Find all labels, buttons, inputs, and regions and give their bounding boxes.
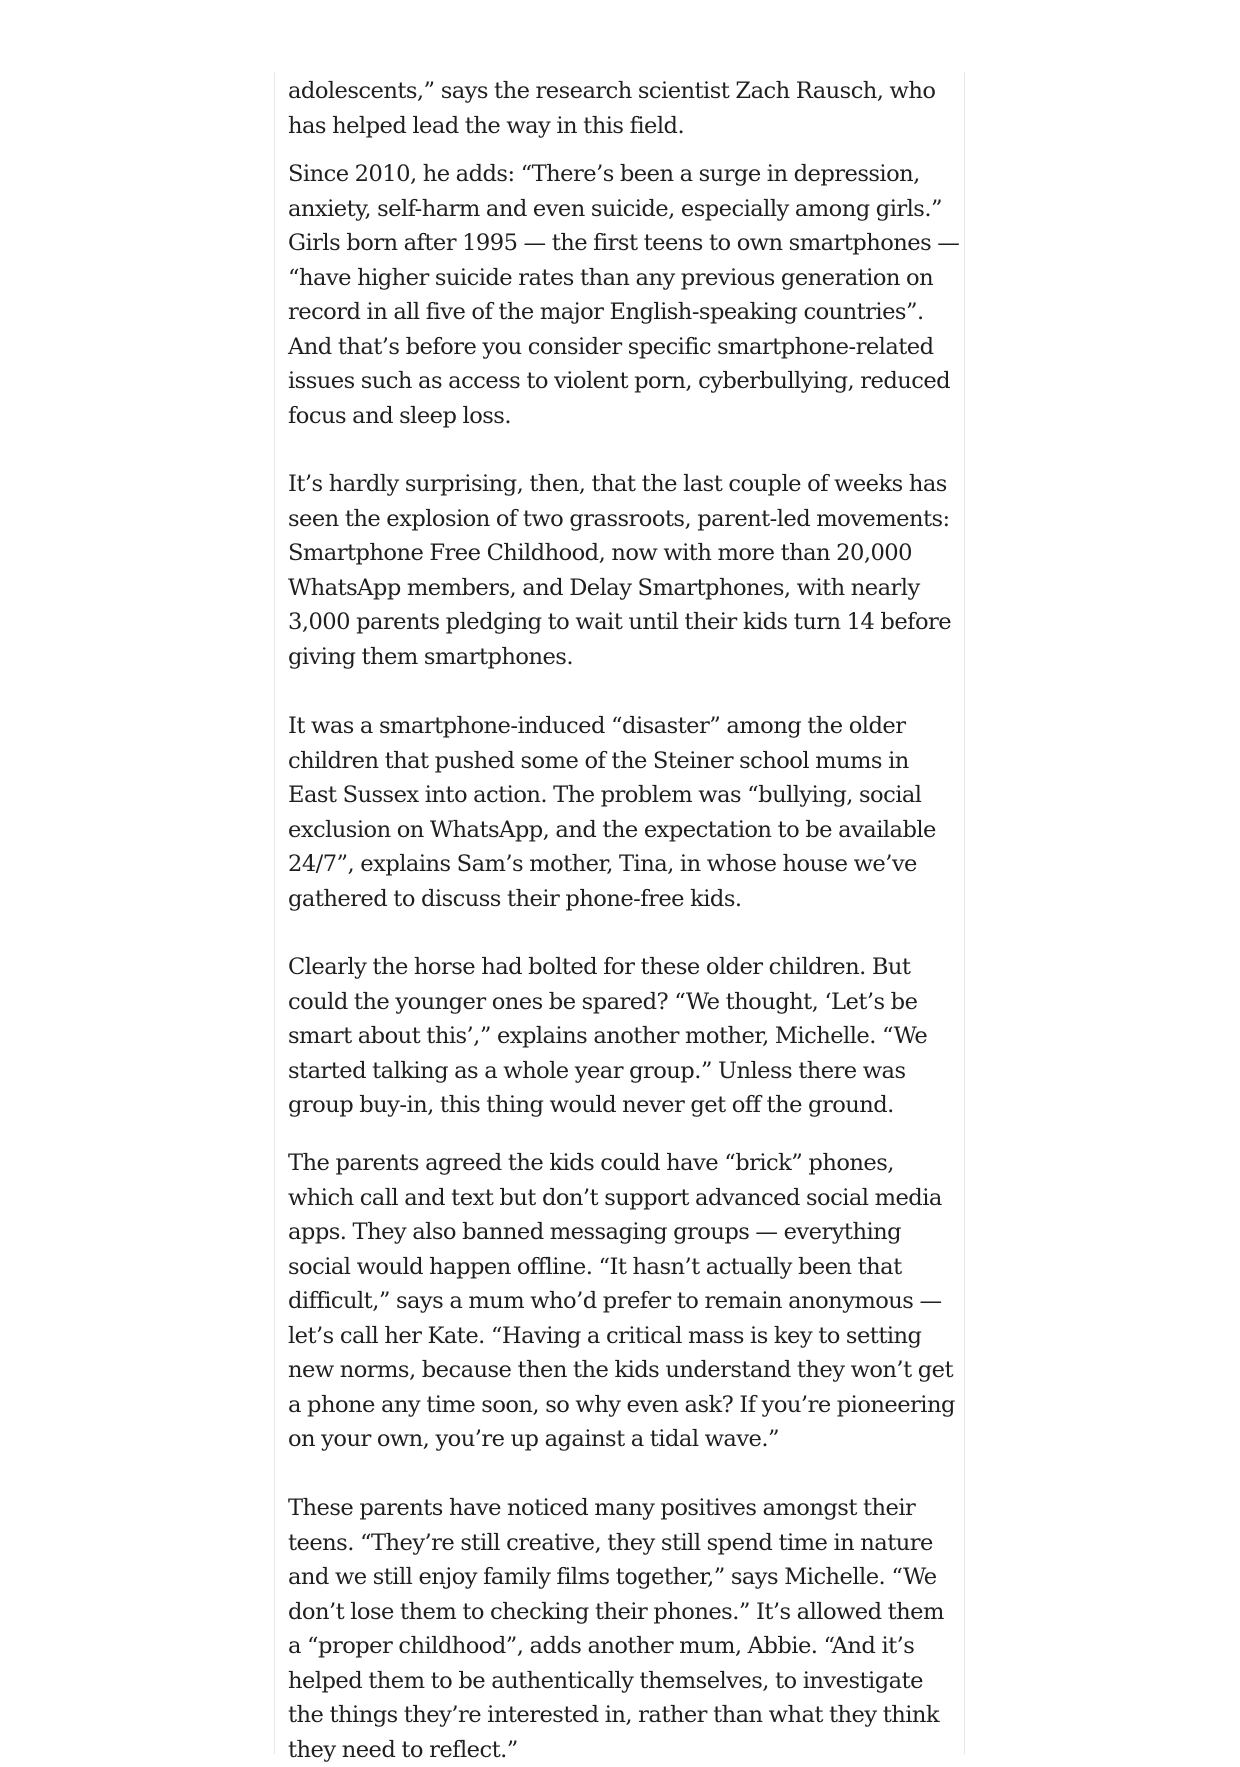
article-paragraph-2: Since 2010, he adds: “There’s been a surge in depression, anxiety, self-harm and even suicide, especially among girls.” Girls born after 1995 — the first teens to own smartphones — “have higher suicide rates than any previous generation on record in all five of the major English-speaking countries”. And that’s before you consider specific smartphone-related issues such as access to violent porn, cyberbullying, reduced focus and sleep loss. (288, 161, 960, 429)
article-paragraph-5: Clearly the horse had bolted for these older children. But could the younger ones be spared? “We thought, ‘Let’s be smart about this’,” explains another mother, Michelle. “We started talking as a whole year group.” Unless there was group buy-in, this thing would never get off the ground. (288, 954, 928, 1118)
article-paragraph-6: The parents agreed the kids could have “brick” phones, which call and text but don’t support advanced social media apps. They also banned messaging groups — everything social would happen offline. “It hasn’t actually been that difficult,” says a mum who’d prefer to remain anonymous — let’s call her Kate. “Having a critical mass is key to setting new norms, because then the kids understand they won’t get a phone any time soon, so why even ask? If you’re pioneering on your own, you’re up against a tidal wave.” (288, 1150, 955, 1452)
article-paragraph-4: It was a smartphone-induced “disaster” among the older children that pushed some of the Steiner school mums in East Sussex into action. The problem was “bullying, social exclusion on WhatsApp, and the expectation to be available 24/7”, explains Sam’s mother, Tina, in whose house we’ve gathered to discuss their phone-free kids. (288, 713, 936, 912)
article-paragraph-3: It’s hardly surprising, then, that the last couple of weeks has seen the explosion of two grassroots, parent-led movements: Smartphone Free Childhood, now with more than 20,000 WhatsApp members, and Delay Smartphones, with nearly 3,000 parents pledging to wait until their kids turn 14 before giving them smartphones. (288, 471, 952, 670)
article-paragraph-1: adolescents,” says the research scientist Zach Rausch, who has helped lead the way in this field. (288, 78, 936, 139)
article-paragraph-7: These parents have noticed many positives amongst their teens. “They’re still creative, they still spend time in nature and we still enjoy family films together,” says Michelle. “We don’t lose them to checking their phones.” It’s allowed them a “proper childhood”, adds another mum, Abbie. “And it’s helped them to be authentically themselves, to investigate the things they’re interested in, rather than what they think they need to reflect.” (288, 1495, 944, 1763)
